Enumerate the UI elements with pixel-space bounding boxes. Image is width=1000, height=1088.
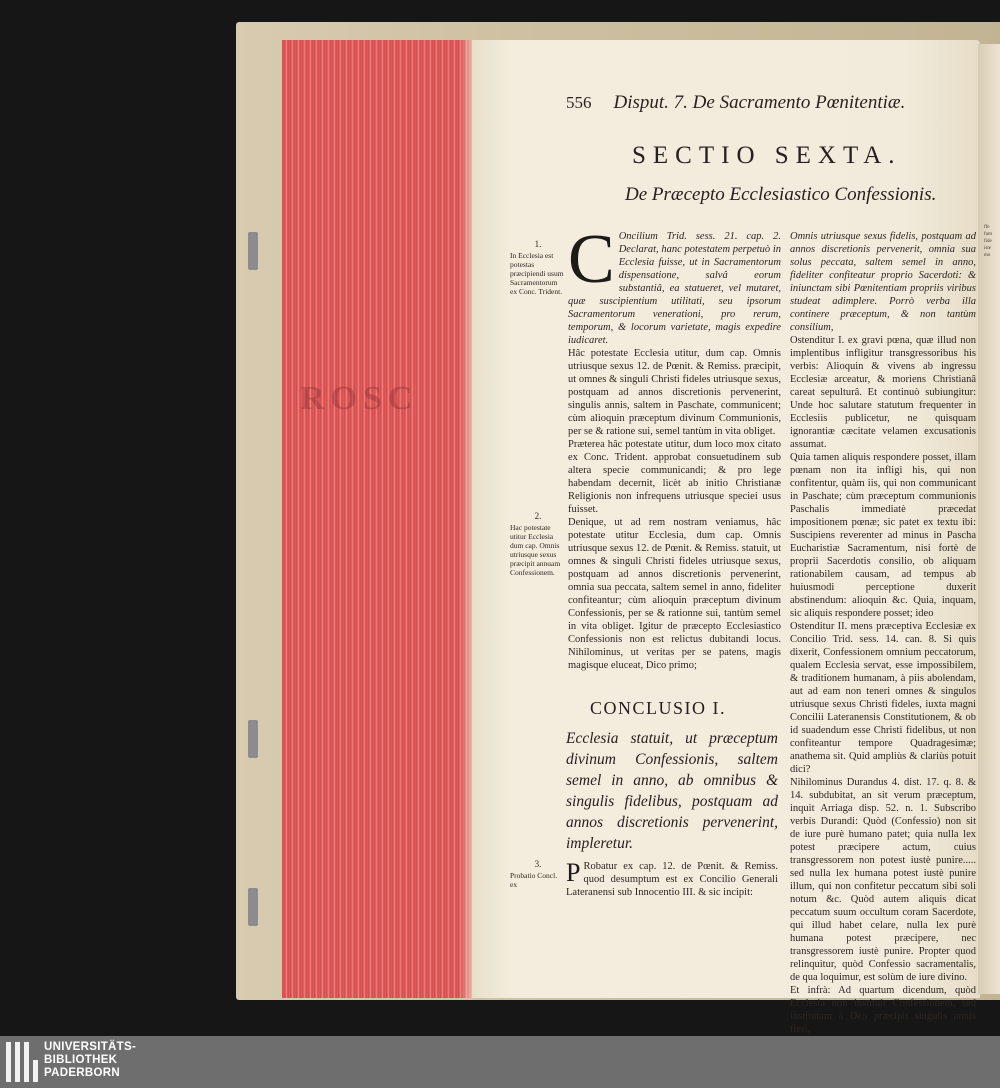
footer-bar: [0, 1036, 1000, 1088]
left-column: [568, 221, 781, 672]
library-name-line: PADERBORN: [44, 1067, 120, 1079]
running-head: [566, 92, 936, 114]
paragraph: Quia tamen aliquis respondere posset, illam pœnam non ita infligi his, qui non confitentur, quàm iis, qui non communicant in Paschate; cùm præceptum communionis Paschalis immediatè præcedat impositionem pœnæ; sic patet ex textu ibi: Suscipiens reverenter ad minus in Pascha Eucharistiæ Sacramentum, nisi fortè de proprii Sacerdotis consilio, ob aliquam rationabilem causam, ad tempus ab huiusmodi perceptione duxerit abstinendum: alioquin &c. Quia, inquam, sic aliquis respondere posset; ideo: [790, 452, 976, 619]
paragraph: Hâc potestate Ecclesia utitur, dum cap. Omnis utriusque sexus 12. de Pœnit. & Remiss. præcipit, ut omnes & singuli Christi fideles utriusque sexus, postquam ad annos discretionis pervenerint, singulis annis, saltem in Paschate, communicent; cùm alioquin præceptum divinum Communionis, per se & ratione sui, semel tantùm in vita obliget.: [568, 348, 781, 437]
margin-note-3: [510, 860, 566, 889]
margin-note-2: [510, 512, 566, 577]
paragraph-text: Oncilium Trid. sess. 21. cap. 2. Declarat, hanc potestatem perpetuò in Ecclesia fuisse, ut in Sacramentorum dispensatione, salvâ eorum substantiâ, ea statueret, vel mutaret, quæ suscipientium utilitati, seu ipsorum Sacramentorum venerationi, pro rerum, temporum, & locorum varietate, magis expedire iudicaret.: [568, 231, 781, 346]
library-name: [44, 1041, 136, 1080]
paragraph: Et infrà: Ad quartum dicendum, quòd Ecclesia non instituit Confessionem, sed institutam à Deo præcipit singulis annis fieri,: [790, 985, 976, 1035]
paragraph: Ostenditur I. ex gravi pœna, quæ illud non implentibus infligitur transgressoribus his verbis: Alioquin & vivens ab ingressu Ecclesiæ arceatur, & moriens Christianâ careat sepulturâ. Et continuò subiungitur: Unde hoc salutare statutum frequenter in Ecclesiis publicetur, ne quisquam ignorantiæ cæcitate velamen excusationis assumat.: [790, 335, 976, 450]
facing-page-edge: ffe fum fide iste mo: [978, 44, 1000, 994]
margin-note-number: 1.: [534, 239, 542, 249]
margin-note-number: 3.: [534, 859, 542, 869]
book-clasp-icon: [248, 232, 258, 270]
red-page-edges: [282, 40, 472, 998]
paragraph: Omnis utriusque sexus fidelis, postquam ad annos discretionis pervenerit, omnia sua solus peccata, saltem semel in anno, fideliter confiteatur proprio Sacerdoti: & iniunctam sibi Pœnitentiam propriis viribus studeat adimplere. Porrò verba illa continere præceptum, & non tantùm consilium,: [790, 231, 976, 333]
library-logo-icon: [6, 1042, 38, 1082]
section-subtitle: De Præcepto Ecclesiastico Confessionis.: [625, 184, 937, 205]
paragraph: [566, 860, 778, 899]
page-number: 556: [566, 93, 592, 112]
book-clasp-icon: [248, 720, 258, 758]
paragraph: Præterea hâc potestate utitur, dum loco mox citato ex Conc. Trident. approbat consuetudinem sub altera specie communicandi; & pro lege habendam decernit, licèt ab initio Christianæ Religionis non infrequens utriusque speciei usus fuisset.: [568, 439, 781, 515]
library-name-line: BIBLIOTHEK: [44, 1054, 118, 1066]
drop-capital: C: [568, 221, 615, 298]
conclusio-title: CONCLUSIO I.: [590, 698, 727, 718]
section-title: SECTIO SEXTA.: [632, 142, 902, 169]
book-clasp-icon: [248, 888, 258, 926]
paragraph: Ostenditur II. mens præceptiva Ecclesiæ ex Concilio Trid. sess. 14. can. 8. Si quis dixerit, Confessionem omnium peccatorum, qualem Ecclesia servat, esse impossibilem, & traditionem humanam, à piis abolendam, aut ad eam non teneri omnes & singulos utriusque sexus Christi fideles, iuxta magni Concilii Lateranensis Constitutionem, & ob id suadendum esse Christi fidelibus, ut non confiteantur tempore Quadragesimæ; anathema sit. Quid ampliùs & clariùs potuit dici?: [790, 621, 976, 775]
library-name-line: UNIVERSITÄTS-: [44, 1041, 137, 1053]
margin-note-text: Hac potestate utitur Ecclesia dum cap. Omnis utriusque sexus præcipit annuam Confessionem.: [510, 523, 561, 577]
left-column-bottom: [566, 860, 778, 899]
margin-note-text: In Ecclesia est potestas præcipiendi usum Sacramentorum ex Conc. Trident.: [510, 251, 564, 296]
bleed-through-text: ROSC: [300, 380, 419, 417]
margin-note-1: [510, 240, 566, 296]
margin-note-text: Probatio Concl. ex: [510, 871, 558, 889]
paragraph: Nihilominus Durandus 4. dist. 17. q. 8. & 14. subdubitat, an sit verum præceptum, inquit Arriaga disp. 52. n. 1. Subscribo verbis Durandi: Quòd (Confessio) non sit de iure purè humano patet; quia nulla lex potest præcipere actum, cuius transgressorem non potest iustè punire..... sed nulla lex humana potest iustè punire illum, qui non confitetur peccatum sibi soli notum &c. Quòd autem aliquis dicat peccatum suum occultum coram Sacerdote, qui illud habet celare, nulla lex purè humana potest præcipere, nec transgressorem iustè punire. Propter quod relinquitur, quòd Confessio sacramentalis, de qua loquimur, est solùm de iure divino.: [790, 777, 976, 983]
drop-capital: P: [566, 858, 581, 887]
margin-note-number: 2.: [534, 511, 542, 521]
paragraph: [568, 221, 781, 347]
running-head-title: Disput. 7. De Sacramento Pœnitentiæ.: [613, 92, 906, 113]
conclusio-text: Ecclesia statuit, ut præceptum divinum Confessionis, saltem semel in anno, ab omnibus & singulis fidelibus, postquam ad annos discretionis pervenerint, impleretur.: [566, 730, 778, 852]
paragraph: Denique, ut ad rem nostram veniamus, hâc potestate utitur Ecclesia, dum cap. Omnis utriusque sexus 12. de Pœnit. & Remiss. statuit, ut omnes & singuli Christi fideles utriusque sexus, postquam ad annos discretionis pervenerint, omnia sua peccata, saltem semel in anno, fideliter confiteantur; cùm alioquin præceptum divinum Confessionis, per se & rationne sui, tantùm semel in vita obliget. Igitur de præcepto Ecclesiastico Confessionis non est relictus dubitandi locus. Nihilominus, ut veritas per se patens, magis magisque eluceat, Dico primo;: [568, 517, 781, 671]
paragraph-text: Robatur ex cap. 12. de Pœnit. & Remiss. quod desumptum est ex Concilio Generali Lateranensi sub Innocentio III. & sic incipit:: [566, 861, 778, 898]
right-column: [790, 230, 976, 1049]
